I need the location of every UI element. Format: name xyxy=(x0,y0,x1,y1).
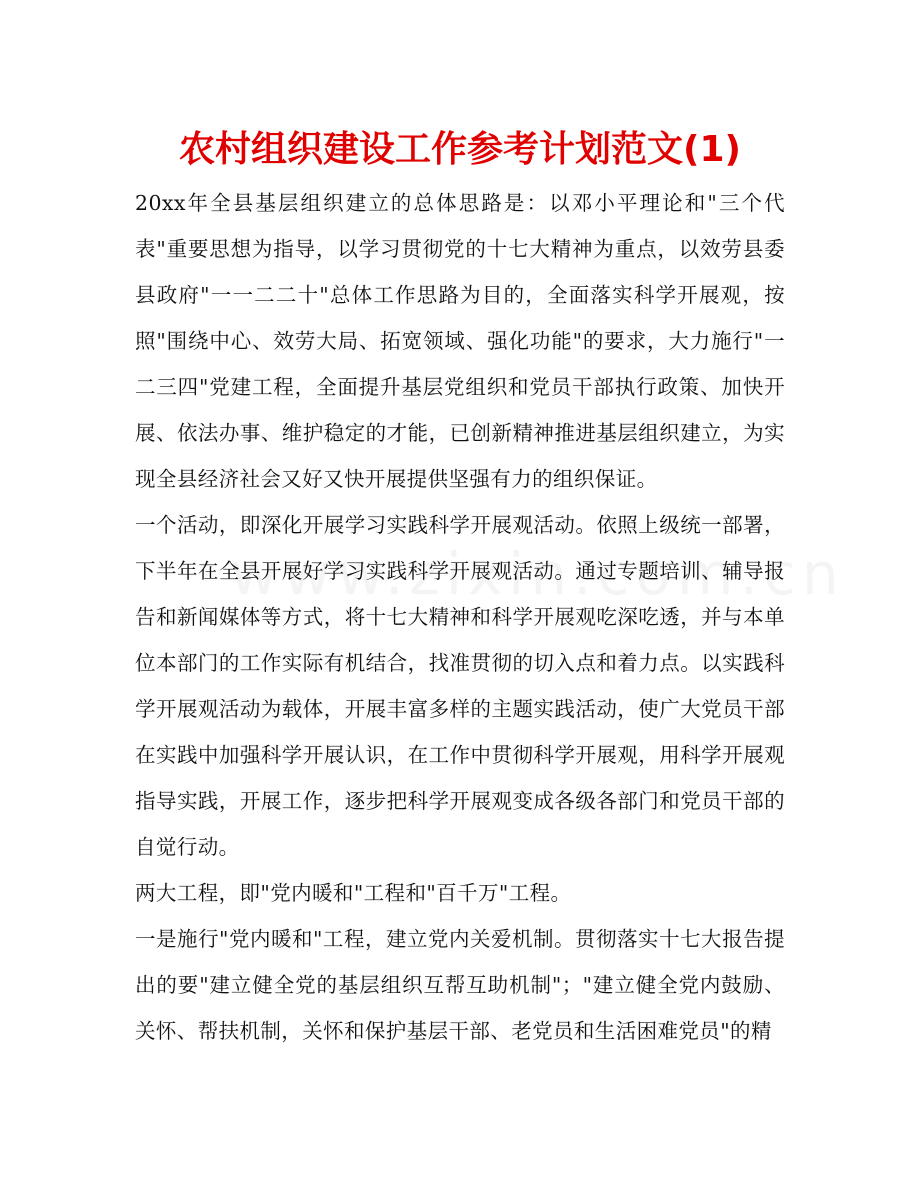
paragraph-warm-party-project: 一是施行"党内暖和"工程，建立党内关爱机制。贯彻落实十七大报告提出的要"建立健全党的基层组织互帮互助机制"；"建立健全党内鼓励、关怀、帮扶机制，关怀和保护基层干部、老党员和生活困难党员"的精 xyxy=(135,927,785,1043)
document-title: 农村组织建设工作参考计划范文(1) xyxy=(179,129,741,170)
document-body xyxy=(135,180,785,1054)
paragraph-two-projects: 两大工程，即"党内暖和"工程和"百千万"工程。 xyxy=(135,881,572,905)
paragraph-one-activity: 一个活动，即深化开展学习实践科学开展观活动。依照上级统一部署，下半年在全县开展好学习实践科学开展观活动。通过专题培训、辅导报告和新闻媒体等方式，将十七大精神和科学开展观吃深吃透，并与本单位本部门的工作实际有机结合，找准贯彻的切入点和着力点。以实践科学开展观活动为载体，开展丰富多样的主题实践活动，使广大党员干部在实践中加强科学开展认识，在工作中贯彻科学开展观，用科学开展观指导实践，开展工作，逐步把科学开展观变成各级各部门和党员干部的自觉行动。 xyxy=(135,513,785,859)
paragraph-overall-approach: 20xx年全县基层组织建立的总体思路是：以邓小平理论和"三个代表"重要思想为指导，以学习贯彻党的十七大精神为重点，以效劳县委县政府"一一二二十"总体工作思路为目的，全面落实科学开展观，按照"围绕中心、效劳大局、拓宽领域、强化功能"的要求，大力施行"一二三四"党建工程，全面提升基层党组织和党员干部执行政策、加快开展、依法办事、维护稳定的才能，已创新精神推进基层组织建立，为实现全县经济社会又好又快开展提供坚强有力的组织保证。 xyxy=(135,191,785,491)
